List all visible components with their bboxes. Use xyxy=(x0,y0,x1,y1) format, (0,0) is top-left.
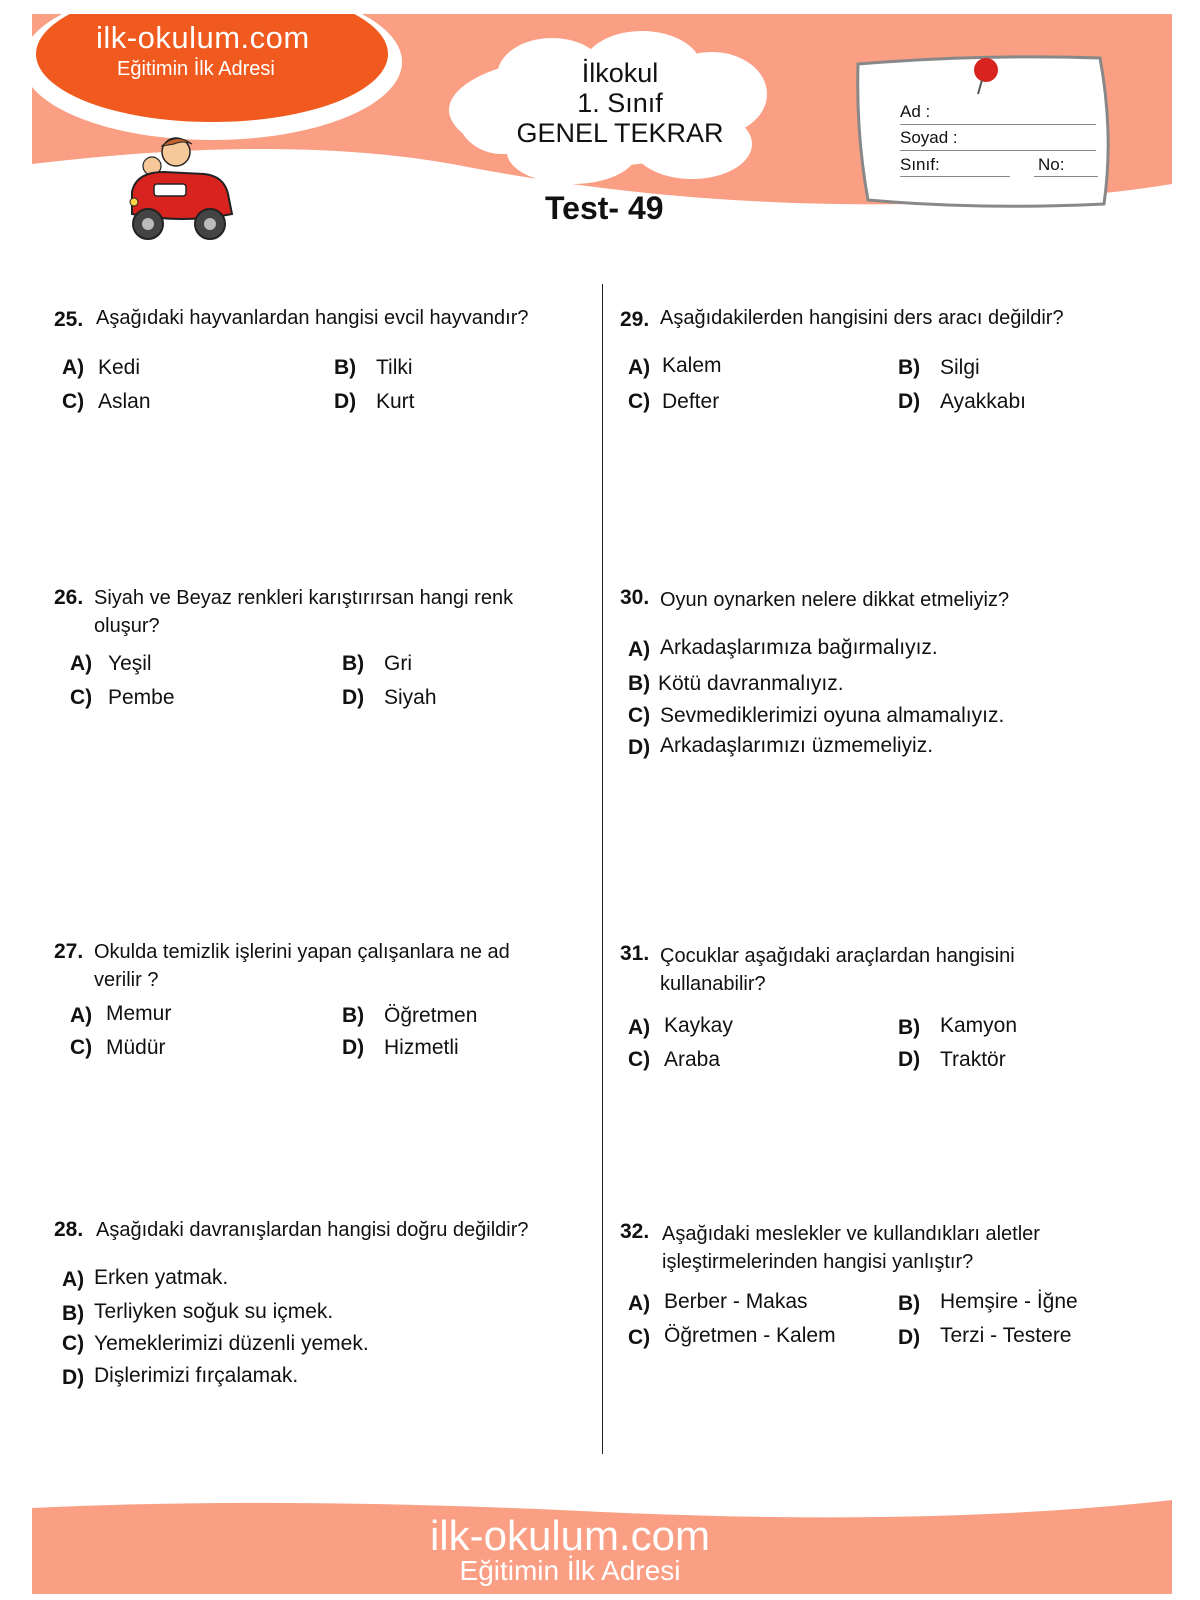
option-letter: B) xyxy=(898,1016,921,1039)
surname-line xyxy=(900,150,1096,151)
option-text: Siyah xyxy=(384,686,437,709)
option-letter: D) xyxy=(628,736,651,759)
option-text: Hemşire - İğne xyxy=(940,1290,1078,1313)
option-text: Ayakkabı xyxy=(940,390,1026,413)
option-text: Kötü davranmalıyız. xyxy=(658,672,844,695)
surname-label: Soyad : xyxy=(900,128,958,147)
question-text: verilir ? xyxy=(94,969,159,991)
option-letter: D) xyxy=(898,1048,921,1071)
option-text: Kedi xyxy=(98,356,141,379)
question-number: 31. xyxy=(620,942,650,965)
number-label: No: xyxy=(1038,155,1065,174)
option-letter: A) xyxy=(628,638,651,661)
option-letter: B) xyxy=(62,1302,85,1325)
option-text: Defter xyxy=(662,390,720,413)
option-text: Kaykay xyxy=(664,1014,733,1037)
option-text: Terliyken soğuk su içmek. xyxy=(94,1300,334,1323)
question-number: 25. xyxy=(54,308,84,331)
class-label: Sınıf: xyxy=(900,155,940,174)
option-letter: A) xyxy=(628,1016,651,1039)
question-number: 26. xyxy=(54,586,84,609)
option-letter: C) xyxy=(62,390,85,413)
option-letter: C) xyxy=(70,1036,93,1059)
number-line xyxy=(1034,176,1098,177)
option-letter: D) xyxy=(898,390,921,413)
option-letter: B) xyxy=(342,652,365,675)
question-text: Aşağıdaki meslekler ve kullandıkları aletler xyxy=(662,1223,1040,1245)
question-number: 32. xyxy=(620,1220,650,1243)
option-text: Berber - Makas xyxy=(664,1290,808,1313)
cloud-grade: 1. Sınıf xyxy=(577,88,663,118)
logo-subtitle: Eğitimin İlk Adresi xyxy=(117,58,275,80)
option-text: Silgi xyxy=(940,356,980,379)
name-label: Ad : xyxy=(900,102,931,121)
option-letter: B) xyxy=(898,1292,921,1315)
option-letter: A) xyxy=(70,652,93,675)
option-letter: D) xyxy=(898,1326,921,1349)
question-text: Aşağıdaki davranışlardan hangisi doğru değildir? xyxy=(96,1219,529,1241)
option-text: Yeşil xyxy=(108,652,152,675)
footer-title: ilk-okulum.com xyxy=(429,1512,711,1559)
option-text: Sevmediklerimizi oyuna almamalıyız. xyxy=(660,704,1005,727)
car-cartoon-icon xyxy=(124,132,244,252)
option-letter: C) xyxy=(628,1048,651,1071)
option-text: Erken yatmak. xyxy=(94,1266,229,1289)
option-text: Gri xyxy=(384,652,412,675)
cloud-level: İlkokul xyxy=(581,58,659,88)
option-text: Kurt xyxy=(376,390,415,413)
footer-subtitle: Eğitimin İlk Adresi xyxy=(459,1555,681,1586)
option-letter: A) xyxy=(628,1292,651,1315)
option-letter: D) xyxy=(342,686,365,709)
option-letter: A) xyxy=(628,356,651,379)
option-letter: C) xyxy=(628,704,651,727)
option-text: Traktör xyxy=(940,1048,1006,1071)
option-letter: A) xyxy=(62,356,85,379)
option-letter: C) xyxy=(628,390,651,413)
question-text: Aşağıdaki hayvanlardan hangisi evcil hayvandır? xyxy=(96,307,529,329)
question-text: oluşur? xyxy=(94,615,160,637)
option-text: Terzi - Testere xyxy=(940,1324,1072,1347)
option-text: Öğretmen - Kalem xyxy=(664,1324,836,1347)
question-text: Siyah ve Beyaz renkleri karıştırırsan hangi renk xyxy=(94,587,514,609)
question-text: Aşağıdakilerden hangisini ders aracı değildir? xyxy=(660,307,1064,329)
option-text: Müdür xyxy=(106,1036,166,1059)
question-number: 30. xyxy=(620,586,650,609)
option-text: Yemeklerimizi düzenli yemek. xyxy=(94,1332,369,1355)
logo-title: ilk-okulum.com xyxy=(96,20,310,55)
option-letter: D) xyxy=(62,1366,85,1389)
question-number: 29. xyxy=(620,308,650,331)
cloud-subject: GENEL TEKRAR xyxy=(516,118,724,148)
option-text: Hizmetli xyxy=(384,1036,459,1059)
option-letter: D) xyxy=(342,1036,365,1059)
question-text: Oyun oynarken nelere dikkat etmeliyiz? xyxy=(660,589,1010,611)
option-text: Aslan xyxy=(98,390,151,413)
question-text: Çocuklar aşağıdaki araçlardan hangisini xyxy=(660,945,1015,967)
option-letter: C) xyxy=(62,1332,85,1355)
option-text: Araba xyxy=(664,1048,721,1071)
option-letter: D) xyxy=(334,390,357,413)
option-text: Pembe xyxy=(108,686,175,709)
question-text: Okulda temizlik işlerini yapan çalışanlara ne ad xyxy=(94,941,510,963)
option-letter: B) xyxy=(898,356,921,379)
question-number: 28. xyxy=(54,1218,84,1241)
option-text: Dişlerimizi fırçalamak. xyxy=(94,1364,299,1387)
question-number: 27. xyxy=(54,940,84,963)
option-text: Öğretmen xyxy=(384,1004,478,1027)
option-letter: B) xyxy=(628,672,651,695)
option-text: Arkadaşlarımızı üzmemeliyiz. xyxy=(660,734,934,757)
option-text: Memur xyxy=(106,1002,172,1025)
option-text: Tilki xyxy=(376,356,413,379)
question-text: işleştirmelerinden hangisi yanlıştır? xyxy=(662,1251,974,1273)
option-letter: B) xyxy=(334,356,357,379)
option-text: Kamyon xyxy=(940,1014,1018,1037)
option-letter: A) xyxy=(70,1004,93,1027)
question-text: kullanabilir? xyxy=(660,973,766,995)
option-letter: C) xyxy=(70,686,93,709)
option-letter: B) xyxy=(342,1004,365,1027)
option-text: Arkadaşlarımıza bağırmalıyız. xyxy=(660,636,938,659)
option-letter: C) xyxy=(628,1326,651,1349)
column-divider xyxy=(602,284,603,1454)
option-letter: A) xyxy=(62,1268,85,1291)
class-line xyxy=(900,176,1010,177)
option-text: Kalem xyxy=(662,354,722,377)
name-line xyxy=(900,124,1096,125)
test-title: Test- 49 xyxy=(545,190,664,226)
name-card xyxy=(878,60,1128,208)
